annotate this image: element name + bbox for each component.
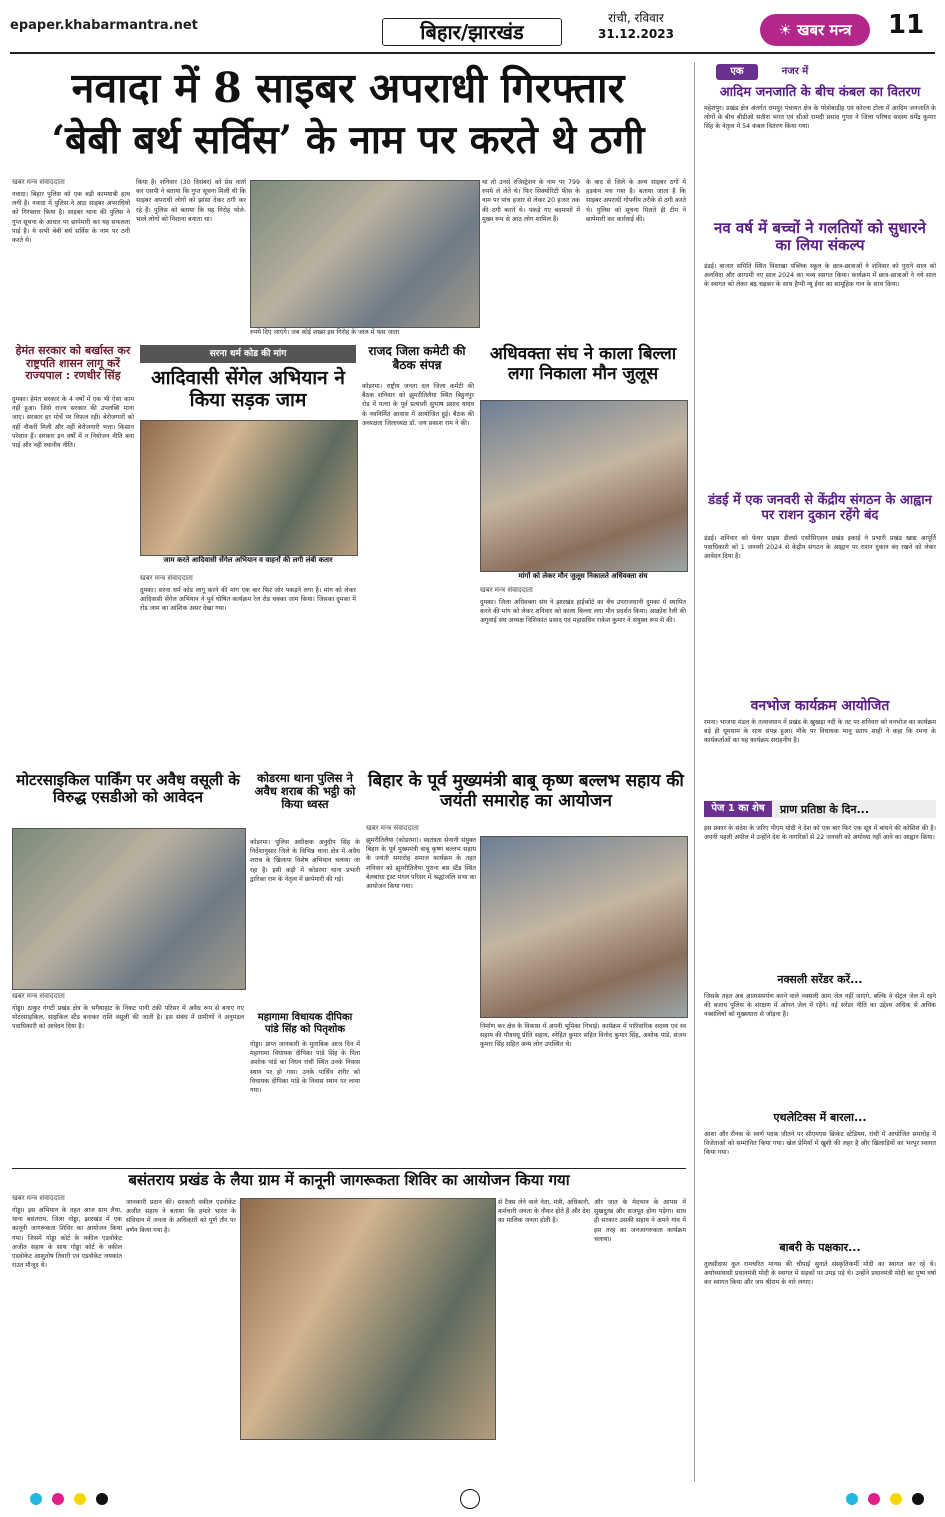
mahagama-body: गोड्डा। प्राप्त जानकारी के मुताबिक आज दिन में महागामा विधायक दीपिका पांडे सिंह के पिता अशोक पांडे का निधन रांची स्थित उनके निवास स्थान पर हो गया। उनके पार्थिव शरीर को विधायक दीपिका पांडे के निवास स्थान पर लाया गया। — [250, 1041, 360, 1095]
sarna-headline: आदिवासी सेंगेल अभियान ने किया सड़क जाम — [151, 367, 345, 411]
cyan-dot-2 — [846, 1493, 858, 1505]
bottom-rule — [12, 1168, 686, 1169]
pran-body: इस प्रकार के संदेश के जरिए पीएम मोदी ने देश को एक बार फिर एक सूत्र में बांधने की कोशिश की है। अपनी पहली अपील में उन्होंने देश के नागरिकों से 22 जनवरी को अयोध्या नहीं आने का आह्वान किया। — [704, 825, 936, 842]
lead-photo-caption: रुपये दिए जाएंगे। जब कोई शख्स इस गिरोह के जाल में फंस जाता — [250, 329, 400, 336]
black-dot-2 — [912, 1493, 924, 1505]
hemant-headline: हेमंत सरकार को बर्खास्त कर राष्ट्रपति शासन लागू करें राज्यपाल : रणधीर सिंह — [15, 344, 131, 383]
sahay-body-2: निर्माण कर क्षेत्र के विकास में अपनी भूमिका निभाई। कार्यक्रम में पारिवारिक सदस्य एवं स्व सहाय की पौत्रवधू प्रीति सहाय, स्नेहित कुमार सहित विनोद कुमार सिंह, अशोक पांडे, संजय कुमार सिंह सहित अन्य लोग उपस्थित थे। — [480, 1023, 686, 1049]
motorcycle-byline: खबर मन्त्र संवाददाता — [12, 992, 65, 1000]
sahay-byline: खबर मन्त्र संवाददाता — [366, 824, 419, 832]
masthead-rule — [10, 52, 935, 54]
camp-body-2: जानकारी प्रदान की। सरकारी वकील एडवोकेट अजीत सहाय ने बताया कि हमारे भारत के संविधान में जनता के अधिकारों को पूर्ण तौर पर वर्णन किया गया है। — [126, 1199, 236, 1234]
picnic-headline: वनभोज कार्यक्रम आयोजित — [750, 698, 890, 714]
ration-body: डंडई। शनिवार को फेयर प्राइस डीलर्स एसोसिएशन प्रखंड इकाई ने प्रभारी प्रखंड खाद्य आपूर्ति पदाधिकारी को 1 जनवरी 2024 से केंद्रीय संगठन के आह्वान पर राशन दुकान बंद रखने को लेकर आवेदन दिया है। — [704, 535, 936, 561]
rjd-headline: राजद जिला कमेटी की बैठक संपन्न — [368, 344, 466, 372]
camp-body: गोड्डा। इस अभियान के तहत आज ग्राम लैया, थाना बसंतराय, जिला गोड्डा, झारखंड में एक कानूनी जागरूकता शिविर का आयोजन किया गया। जिसमें गोड्डा कोर्ट के वकील एडवोकेट अजीत सहाय के साथ गोड्डा कोर्ट के वकील एडवोकेट आशुतोष तिवारी एवं एडवोकेट जयकांत राउत मौजूद थे। — [12, 1207, 122, 1270]
sahay-body: झुमरीतिलैया (कोडरमा)। स्वतंत्रता सेनानी संयुक्त बिहार के पूर्व मुख्यमंत्री बाबू कृष्ण बल्लभ सहाय के जयंती समारोह समाज कार्यक्रम के तहत शनिवार को झुमरीतिलैया पुराना बस स्टैंड स्थित बेलबांधा ट्रस्ट मंगल परिसर में श्रद्धांजलि सभा का आयोजन किया गया। — [366, 837, 476, 891]
camp-headline: बसंतराय प्रखंड के लैया ग्राम में कानूनी जागरूकता शिविर का आयोजन किया गया — [128, 1171, 570, 1189]
masthead — [0, 0, 945, 58]
motorcycle-body: गोड्डा। ठाकुर गंगटी प्रखंड क्षेत्र के भगैयाहाट के निकट पानी टंकी परिसर में अवैध रूप से बनाए गए मोटरसाइकिल, साइकिल स्टैंड बनाकर राशि वसूली की जाती है। इस संबंध में ग्रामीणों ने अनुमंडल पदाधिकारी को आवेदन दिया है। — [12, 1005, 244, 1031]
lead-photo — [250, 180, 480, 328]
right-column-divider — [694, 62, 695, 1482]
continued-tag: पेज 1 का शेष — [704, 801, 772, 817]
police-headline: कोडरमा थाना पुलिस ने अवैध शराब की भट्ठी को किया ध्वस्त — [254, 771, 356, 812]
advocate-byline: खबर मन्त्र संवाददाता — [480, 586, 533, 594]
brand-name: खबर मन्त्र — [797, 21, 852, 39]
site-url[interactable]: epaper.khabarmantra.net — [10, 18, 198, 33]
motorcycle-photo — [12, 828, 246, 990]
athletics-headline: एथलेटिक्स में बारला... — [773, 1111, 867, 1124]
sarna-photo-caption: जाम करते आदिवासी सेंगेल अभियान व वाहनों की लगी लंबी कतार — [163, 556, 333, 564]
babri-headline: बाबरी के पक्षकार... — [779, 1241, 861, 1254]
lead-headline-1: नवादा में 8 साइबर अपराधी गिरफ्तार — [71, 64, 625, 112]
athletics-body: आशा और रौनक के स्वर्ण पदक जीतने पर सीएमएस क्रिकेट स्टेडियम, रांची में आयोजित समारोह में विजेताओं को सम्मानित किया गया। खेल प्रेमियों में खुशी की लहर है और खिलाड़ियों का भरपूर स्वागत किया गया। — [704, 1131, 936, 1157]
yellow-dot-2 — [890, 1493, 902, 1505]
motorcycle-headline: मोटरसाइकिल पार्किंग पर अवैध वसूली के विरुद्ध एसडीओ को आवेदन — [16, 771, 240, 807]
date-block — [598, 10, 674, 42]
issue-date: 31.12.2023 — [598, 27, 674, 41]
sahay-photo — [480, 836, 688, 1018]
hemant-body: दुमका। हेमंत सरकार के 4 वर्षों में एक भी ऐसा काम नहीं हुआ। जिसे राज्य सरकार की उपलब्धि माना जाए। सरकार हर मोर्चे पर विफल रही। बेरोजगारों को नहीं नौकरी मिली और नहीं बेरोजगारी भत्ता। किसान परेशान हैं। सरकार इन वर्षों में न नियोजन नीति बना पाई और नहीं स्थानीय नीति। — [12, 396, 134, 450]
sarna-kicker: सरना धर्म कोड की मांग — [140, 345, 356, 363]
advocate-photo — [480, 400, 688, 572]
advocate-photo-caption: मांगों को लेकर मौन जुलूस निकालते अधिवक्ता संघ — [518, 572, 648, 580]
advocate-body: दुमका। जिला अधिवक्ता संघ ने झारखंड हाईकोर्ट का बेंच उपराजधानी दुमका में स्थापित करने की मांग को लेकर शनिवार को काला बिल्ला लगा मौन प्रदर्शन किया। आक्रोश रैली की अगुवाई संघ अध्यक्ष निशिकांत प्रसाद एवं महासचिव राकेश कुमार ने संयुक्त रूप से की। — [480, 599, 686, 625]
mahagama-headline: महागामा विधायक दीपिका पांडे सिंह को पितृशोक — [257, 1012, 353, 1035]
lead-col-4: के बाद से जिले के अन्य साइबर ठगों में हड़कंप मच गया है। बताया जाता है कि साइबर अपराधी गोपनीय तरीके से ठगी करते थे। पुलिस को सूचना मिलते ही टीम ने छापेमारी कर कार्रवाई की। — [586, 179, 686, 223]
footer-registration-marks — [0, 1486, 945, 1512]
continued-bar — [704, 800, 936, 818]
babri-body: तुलसीदास कुत रामचरित मानस की चौपाई सुनाते संस्कृतिकर्मी मोदी का स्वागत कर रहे थे। अयोध्यावासी प्रधानमंत्री मोदी के स्वागत में सड़कों पर उमड़ पड़े थे। उन्होंने प्रधानमंत्री मोदी का पुष्प वर्षा कर स्वागत किया और जय श्रीराम के नारे लगाए। — [704, 1261, 936, 1287]
yellow-dot — [74, 1493, 86, 1505]
naxal-headline: नक्सली सरेंडर करें... — [777, 973, 863, 986]
lead-col-3: था तो उनसे रजिस्ट्रेशन के नाम पर 799 रुपये ले लेते थे। फिर सिक्योरिटी फीस के नाम पर पांच हजार से लेकर 20 हजार तक की ठगी करते थे। पकड़े गए बदमाशों में मुख्य रूप से आठ लोग शामिल हैं। — [482, 179, 580, 223]
place-day: रांची, रविवार — [608, 11, 664, 25]
camp-photo — [240, 1198, 496, 1440]
magenta-dot — [52, 1493, 64, 1505]
page-number: 11 — [888, 10, 925, 40]
resolution-headline: नव वर्ष में बच्चों ने गलतियों को सुधारने का लिया संकल्प — [714, 219, 926, 255]
sarna-photo — [140, 420, 358, 556]
cyan-dot — [30, 1493, 42, 1505]
crosshair-icon — [460, 1489, 480, 1509]
sarna-byline: खबर मन्त्र संवाददाता — [140, 574, 193, 582]
lead-byline: खबर मन्त्र संवाददाता — [12, 178, 65, 186]
resolution-body: डंडई। बाजार समिति स्थित विशाखा पब्लिक स्कूल के छात्र-छात्राओं ने शनिवार को पुराने साल को अलविदा और आगामी नए साल 2024 का भव्य स्वागत किया। कार्यक्रम में छात्र-छात्राओं ने नये साल के स्वागत को लेकर बढ़ चढ़कर के साथ हैप्पी न्यू ईयर का सामूहिक गान के साथ किया। — [704, 263, 936, 289]
ek-tag: एक — [716, 64, 758, 80]
nazar-tag: नजर में — [760, 64, 830, 80]
brand-icon: ☀ — [778, 21, 798, 39]
magenta-dot-2 — [868, 1493, 880, 1505]
lead-col-2: किया है। शनिवार (30 दिसंबर) को प्रेस वार्ता कर एसपी ने बताया कि गुप्त सूचना मिली थी कि साइबर अपराधी लोगों को झांसा देकर ठगी कर रहे हैं। पुलिस को बताया कि यह गिरोह भोले-भाले लोगों को निशाना बनाता था। — [136, 179, 246, 223]
naxal-body: जिसके तहत अब आत्मसमर्पण करने वाले नक्सली आम जेल नहीं जाएंगे, बल्कि वे सेंट्रल जेल में रहने की बजाय पुलिस के संरक्षण में ओपन जेल में रहेंगे। नई सरेंडर नीति का उद्देश्य अधिक से अधिक नक्सलियों को मुख्यधारा से जोड़ना है। — [704, 993, 936, 1019]
blanket-headline: आदिम जनजाति के बीच कंबल का वितरण — [719, 85, 921, 100]
blanket-body: महेशपुर। प्रखंड क्षेत्र अंतर्गत रामपुर पंचायत क्षेत्र के परेशेबाड़ीह एवं कोरला टोला में आदिम जनजाति के लोगों के बीच बीडीओ सतीश भगत एवं सीओ रामदी प्रसाद गुप्ता ने जिला परिषद सदस्य धर्मेंद्र कुमार सिंह के नेतृत्व में 54 कंबल वितरण किया गया। — [704, 105, 936, 131]
police-body: कोडरमा। पुलिस अधीक्षक अनुदीप सिंह के निर्देशानुसार जिले के विभिन्न थाना क्षेत्र में अवैध शराब के खिलाफ विशेष अभियान चलाया जा रहा है। इसी कड़ी में कोडरमा थाना प्रभारी द्वारिका राम के नेतृत्व में छापेमारी की गई। — [250, 839, 360, 883]
lead-col-1: नवादा। बिहार पुलिस को एक बड़ी कामयाबी हाथ लगी है। नवादा में पुलिस ने आठ साइबर अपराधियों को गिरफ्तार किया है। साइबर थाना की पुलिस ने गुप्त सूचना के आधार पर छापेमारी कर यह सफलता पाई है। ये सभी बेबी बर्थ सर्विस के नाम पर ठगी करते थे। — [12, 191, 130, 245]
sarna-body: दुमका। सरना धर्म कोड लागू करने की मांग एक बार फिर जोर पकड़ने लगा है। मांग को लेकर आदिवासी सेंगेल अभियान ने पूर्व घोषित कार्यक्रम रेल रोड चक्का जाम किया। जिसका दुमका में रोड जाम का आंशिक असर देखा गया। — [140, 587, 356, 613]
section-label: बिहार/झारखंड — [382, 18, 562, 46]
sahay-headline: बिहार के पूर्व मुख्यमंत्री बाबू कृष्ण बल्लभ सहाय की जयंती समारोह का आयोजन — [368, 771, 684, 811]
picnic-body: रमना। भाजपा मंडल के तत्वावधान में प्रखंड के खुखड़ा नदी के तट पर शनिवार को वनभोज का कार्यक्रम बड़े ही धूमधाम के साथ संपन्न हुआ। मौके पर विधायक भानु प्रताप शाही ने कहा कि रमना के कार्यकर्ताओं का यह कार्यक्रम सराहनीय है। — [704, 719, 936, 745]
advocate-headline: अधिवक्ता संघ ने काला बिल्ला लगा निकाला मौन जुलूस — [489, 344, 677, 384]
ration-headline: डंडई में एक जनवरी से केंद्रीय संगठन के आह्वान पर राशन दुकान रहेंगे बंद — [708, 493, 932, 523]
rjd-body: कोडरमा। राष्ट्रीय जनता दल जिला कमेटी की बैठक शनिवार को झुमरीतिलैया स्थित बिहुनपुर रोड में पतरा के पूर्व प्रत्याशी सुभाष प्रसाद यादव के नवनिर्मित आवास में आयोजित हुई। बैठक की अध्यक्षता जिलाध्यक्ष डॉ. जय प्रकाश राम ने की। — [362, 383, 474, 427]
camp-byline: खबर मन्त्र संवाददाता — [12, 1194, 65, 1202]
brand-logo — [760, 14, 870, 46]
camp-body-3: से टैक्स लेने वाले नेता, मंत्री, अधिकारी, कर्मचारी जनता के नौकर होते हैं और देश का मालिक जनता होती है। — [498, 1199, 590, 1225]
black-dot — [96, 1493, 108, 1505]
camp-body-4: और जात के मेदभाव के आपस में सुखदुःख और सजपूत होना पड़ेगा। साथ ही सरकार उसकी सहाय ने अपने गांव में इस तरह का जनजागरुकता कार्यक्रम चलाया। — [594, 1199, 686, 1243]
pran-headline: प्राण प्रतिष्ठा के दिन... — [780, 803, 870, 816]
lead-headline-2: ‘बेबी बर्थ सर्विस’ के नाम पर करते थे ठगी — [51, 117, 645, 163]
